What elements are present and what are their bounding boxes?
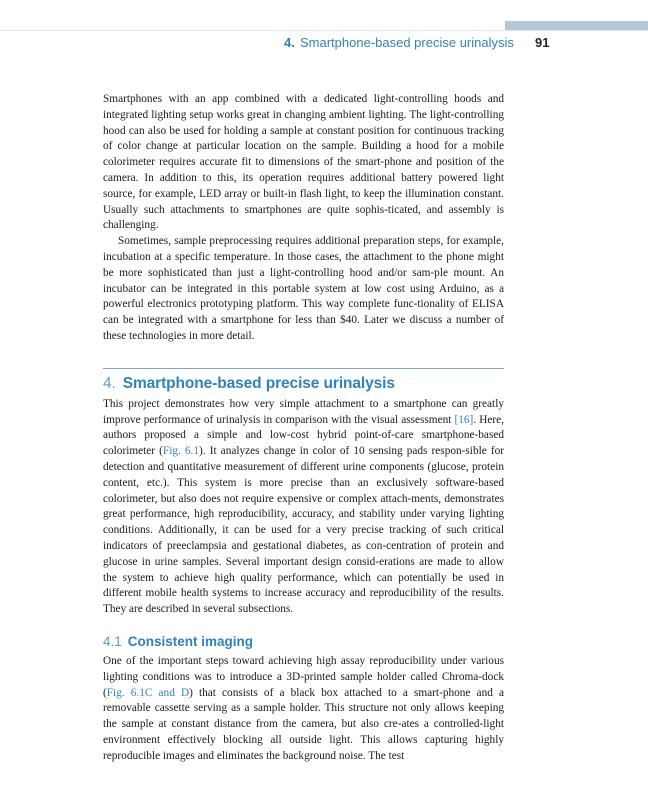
section-paragraph-text-b: . Here, authors proposed a simple and low-cost hybrid point-of-care smartphone-based colorimeter ( [103, 413, 504, 458]
running-head [0, 35, 648, 55]
reference-link-16[interactable]: [16] [454, 413, 474, 426]
section-paragraph-text-c: ). It analyzes change in color of 10 sensing pads respon-sible for detection and quantitative measurement of different urine components (glucose, protein content, etc.). This system is more precise than an exclusively software-based colorimeter, but also does not require expensive or complex attach-ments, demonstrates great performance, high reproducibility, accuracy, and stability under varying lighting conditions. Additionally, it can be used for a very precise tracking of such critical indicators of preeclampsia and gestational diabetes, as con-centration of protein and glucose in urine samples. Several important design consid-erations are made to allow the system to achieve high quality performance, which can potentially be used in different mobile health systems to increase accuracy and reproducibility of the results. They are described in several subsections. [103, 445, 505, 616]
section-title: Smartphone-based precise urinalysis [122, 374, 395, 392]
section-paragraph [103, 397, 504, 618]
subsection-paragraph [103, 654, 504, 765]
figure-link-6-1cd[interactable]: Fig. 6.1C and D [106, 686, 190, 699]
page-number: 91 [535, 35, 550, 50]
subsection-paragraph-text-a: One of the important steps toward achieving high assay reproducibility under various lighting conditions was to introduce a 3D-printed sample holder called Chroma-dock ( [103, 654, 504, 699]
section-heading [103, 374, 504, 394]
subsection-heading [103, 633, 504, 651]
intro-paragraph-2: Sometimes, sample preprocessing requires additional preparation steps, for example, incubation at a specific temperature. In those cases, the attachment to the phone might be more sophisticated than just a light-controlling hood and/or sam-ple mount. An incubator can be integrated in this portable system at low cost using Arduino, as a powerful electronics prototyping platform. This way complete func-tionality of ELISA can be integrated with a smartphone for less than $40. Later we discuss a number of these technologies in more detail. [103, 235, 504, 342]
figure-link-6-1[interactable]: Fig. 6.1 [162, 445, 200, 458]
section-paragraph-text-a: This project demonstrates how very simple attachment to a smartphone can greatly improve performance of urinalysis in comparison with the visual assessment [103, 397, 504, 426]
subsection-title: Consistent imaging [127, 633, 254, 649]
running-head-title: Smartphone-based precise urinalysis [300, 35, 514, 50]
header-accent-bar [505, 21, 648, 30]
subsection-paragraph-text-b: ) that consists of a black box attached to a smart-phone and a removable cassette serving as a sample holder. This structure not only allows keeping the sample at constant distance from the camera, but also cre-ates a controlled-light environment effectively blocking all outside light. This allows capturing highly reproducible images and eliminates the background noise. The test [103, 686, 504, 762]
intro-paragraph-1: Smartphones with an app combined with a dedicated light-controlling hoods and integrated lighting setup works great in changing ambient lighting. The light-controlling hood can also be used for holding a sample at constant position for continuous tracking of color change at particular location on the sample. Building a hood for a mobile colorimeter requires accurate fit to dimensions of the smart-phone and position of the camera. In addition to this, its operation requires additional battery powered light source, for example, LED array or built-in flash light, to keep the illumination constant. Usually such attachments to smartphones are quite sophis-ticated, and assembly is challenging. [103, 93, 504, 232]
section-rule [103, 368, 504, 369]
page-body [103, 92, 504, 764]
running-head-section-number: 4. [284, 35, 295, 50]
section-number: 4. [103, 374, 116, 392]
header-rule [0, 30, 648, 31]
subsection-number: 4.1 [103, 633, 122, 649]
